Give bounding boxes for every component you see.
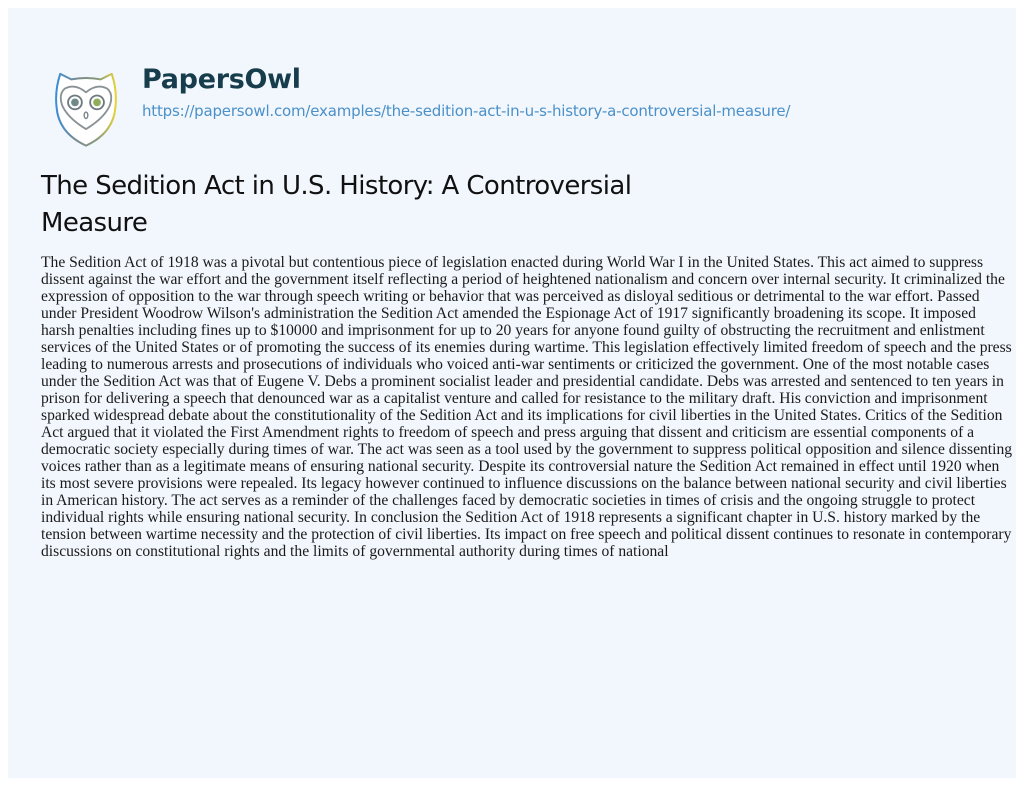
article-title: The Sedition Act in U.S. History: A Controversial Measure <box>41 171 632 238</box>
brand-name[interactable]: PapersOwl <box>142 64 301 95</box>
brand-block <box>142 63 790 121</box>
page-url-link[interactable]: https://papersowl.com/examples/the-sedition-act-in-u-s-history-a-controversial-measure/ <box>142 102 791 120</box>
site-header <box>40 57 132 157</box>
article-body: The Sedition Act of 1918 was a pivotal but contentious piece of legislation enacted during World War I in the United States. This act aimed to suppress dissent against the war effort and the government itself reflecting a period of heightened nationalism and concern over internal security. It criminalized the expression of opposition to the war through speech writing or behavior that was perceived as disloyal seditious or detrimental to the war effort. Passed under President Woodrow Wilson's administration the Sedition Act amended the Espionage Act of 1917 significantly broadening its scope. It imposed harsh penalties including fines up to $10000 and imprisonment for up to 20 years for anyone found guilty of obstructing the recruitment and enlistment services of the United States or of promoting the success of its enemies during wartime. This legislation effectively limited freedom of speech and the press leading to numerous arrests and prosecutions of individuals who voiced anti-war sentiments or criticized the government. One of the most notable cases under the Sedition Act was that of Eugene V. Debs a prominent socialist leader and presidential candidate. Debs was arrested and sentenced to ten years in prison for delivering a speech that denounced war as a capitalist venture and called for resistance to the military draft. His conviction and imprisonment sparked widespread debate about the constitutionality of the Sedition Act and its implications for civil liberties in the United States. Critics of the Sedition Act argued that it violated the First Amendment rights to freedom of speech and press arguing that dissent and criticism are essential components of a democratic society especially during times of war. The act was seen as a tool used by the government to suppress political opposition and silence dissenting voices rather than as a legitimate means of ensuring national security. Despite its controversial nature the Sedition Act remained in effect until 1920 when its most severe provisions were repealed. Its legacy however continued to influence discussions on the balance between national security and civil liberties in American history. The act serves as a reminder of the challenges faced by democratic societies in times of crisis and the ongoing struggle to protect individual rights while ensuring national security. In conclusion the Sedition Act of 1918 represents a significant chapter in U.S. history marked by the tension between wartime necessity and the protection of civil liberties. Its impact on free speech and political dissent continues to resonate in contemporary discussions on constitutional rights and the limits of governmental authority during times of national <box>41 254 1013 560</box>
owl-logo-icon[interactable] <box>40 61 132 153</box>
